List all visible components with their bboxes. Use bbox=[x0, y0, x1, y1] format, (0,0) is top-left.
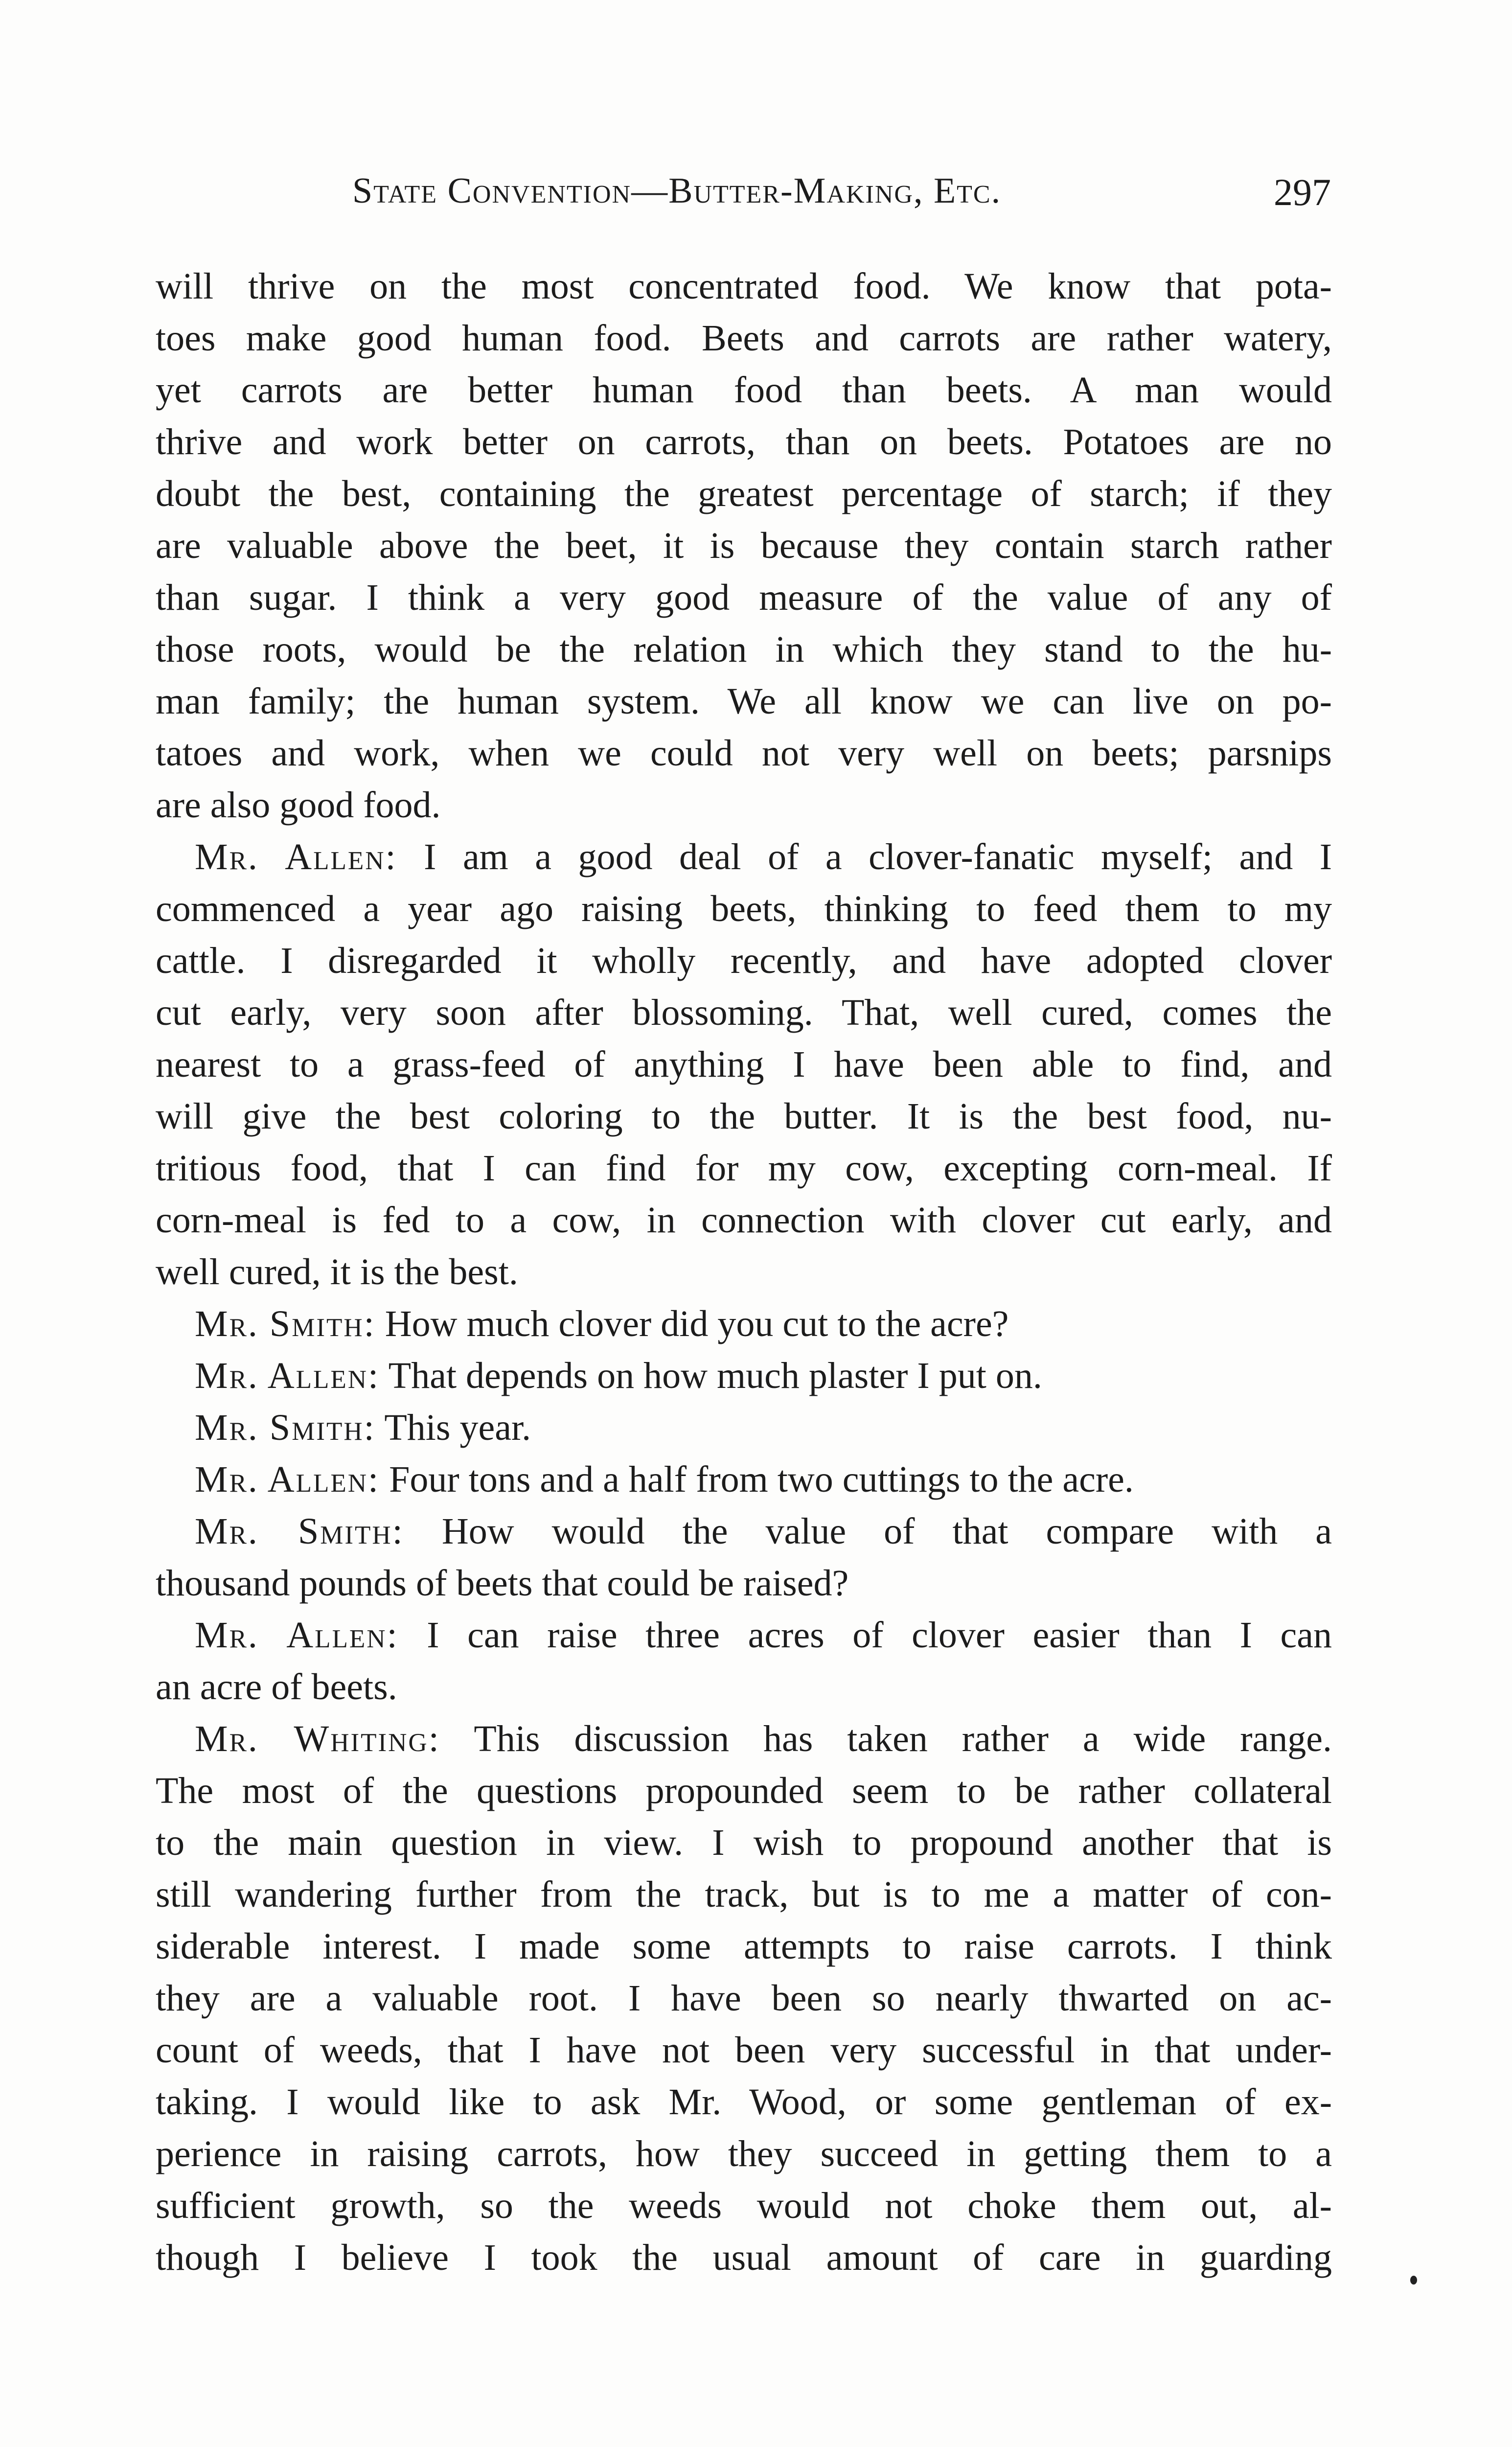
paragraph bbox=[156, 1454, 1332, 1505]
text-line: to the main question in view. I wish to propound another that is bbox=[156, 1822, 1332, 1863]
speaker-name: Mr. Allen: bbox=[195, 836, 397, 877]
text-line: are also good food. bbox=[156, 785, 441, 826]
speech-first-line bbox=[156, 1454, 1332, 1505]
speaker-name: Mr. Smith: bbox=[195, 1511, 404, 1552]
text-line: than sugar. I think a very good measure of the value of any of bbox=[156, 577, 1332, 618]
speaker-name: Mr. Smith: bbox=[195, 1407, 376, 1448]
text-line: thousand pounds of beets that could be raised? bbox=[156, 1563, 849, 1604]
ink-speck bbox=[1410, 2276, 1417, 2285]
paragraph bbox=[156, 1713, 1332, 2284]
paragraph bbox=[156, 1298, 1332, 1350]
speech-first-line bbox=[156, 1402, 1332, 1454]
text-line: those roots, would be the relation in which they stand to the hu- bbox=[156, 629, 1332, 670]
body-text bbox=[156, 260, 1332, 2284]
text-line: toes make good human food. Beets and carrots are rather watery, bbox=[156, 318, 1332, 359]
text-line: I can raise three acres of clover easier than I can bbox=[427, 1615, 1332, 1656]
text-line: This discussion has taken rather a wide range. bbox=[474, 1718, 1332, 1759]
text-line: count of weeds, that I have not been very successful in that under- bbox=[156, 2030, 1332, 2071]
speech-first-line bbox=[156, 1609, 1332, 1661]
speech-first-line bbox=[156, 1298, 1332, 1350]
text-line: thrive and work better on carrots, than on beets. Potatoes are no bbox=[156, 421, 1332, 462]
paragraph bbox=[156, 831, 1332, 1298]
text-line: man family; the human system. We all know we can live on po- bbox=[156, 681, 1332, 722]
speaker-name: Mr. Allen: bbox=[195, 1459, 380, 1500]
text-line: The most of the questions propounded seem to be rather collateral bbox=[156, 1770, 1332, 1811]
text-line: they are a valuable root. I have been so nearly thwarted on ac- bbox=[156, 1978, 1332, 2019]
text-line: I am a good deal of a clover-fanatic myself; and I bbox=[424, 836, 1332, 877]
text-line: sufficient growth, so the weeds would not choke them out, al- bbox=[156, 2185, 1332, 2226]
speech-first-line bbox=[156, 831, 1332, 883]
text-line: corn-meal is fed to a cow, in connection with clover cut early, and bbox=[156, 1200, 1332, 1241]
text-line: cut early, very soon after blossoming. That, well cured, comes the bbox=[156, 992, 1332, 1033]
speech-first-line bbox=[156, 1713, 1332, 1765]
text-line: well cured, it is the best. bbox=[156, 1251, 518, 1293]
text-line: though I believe I took the usual amount of care in guarding bbox=[156, 2237, 1332, 2278]
text-line: Four tons and a half from two cuttings to the acre. bbox=[389, 1459, 1134, 1500]
paragraph bbox=[156, 1609, 1332, 1713]
text-line: yet carrots are better human food than beets. A man would bbox=[156, 369, 1332, 411]
text-line: taking. I would like to ask Mr. Wood, or some gentleman of ex- bbox=[156, 2081, 1332, 2123]
paragraph bbox=[156, 1505, 1332, 1609]
text-line: will give the best coloring to the butter. It is the best food, nu- bbox=[156, 1096, 1332, 1137]
speaker-name: Mr. Whiting: bbox=[195, 1718, 440, 1759]
speech-first-line bbox=[156, 1350, 1332, 1402]
text-line: How much clover did you cut to the acre? bbox=[385, 1303, 1009, 1344]
text-line: doubt the best, containing the greatest percentage of starch; if they bbox=[156, 473, 1332, 514]
text-line: still wandering further from the track, but is to me a matter of con- bbox=[156, 1874, 1332, 1915]
running-title: State Convention—Butter-Making, Etc. bbox=[352, 171, 1002, 211]
text-line: This year. bbox=[384, 1407, 531, 1448]
speaker-name: Mr. Allen: bbox=[195, 1615, 399, 1656]
running-head bbox=[157, 170, 1331, 229]
text-line: commenced a year ago raising beets, thinking to feed them to my bbox=[156, 888, 1332, 929]
text-line: tritious food, that I can find for my cow, excepting corn-meal. If bbox=[156, 1148, 1332, 1189]
speech-first-line bbox=[156, 1505, 1332, 1557]
paragraph bbox=[156, 1350, 1332, 1402]
text-line: tatoes and work, when we could not very well on beets; parsnips bbox=[156, 733, 1332, 774]
paragraph bbox=[156, 1402, 1332, 1454]
paragraph bbox=[156, 260, 1332, 831]
text-line: siderable interest. I made some attempts to raise carrots. I think bbox=[156, 1926, 1332, 1967]
text-line: How would the value of that compare with a bbox=[441, 1511, 1332, 1552]
page-number: 297 bbox=[1274, 171, 1331, 213]
text-line: cattle. I disregarded it wholly recently, and have adopted clover bbox=[156, 940, 1332, 981]
text-line: are valuable above the beet, it is because they contain starch rather bbox=[156, 525, 1332, 566]
text-line: perience in raising carrots, how they succeed in getting them to a bbox=[156, 2133, 1332, 2174]
text-line: will thrive on the most concentrated food. We know that pota- bbox=[156, 266, 1332, 307]
speaker-name: Mr. Allen: bbox=[195, 1355, 380, 1396]
text-line: That depends on how much plaster I put on. bbox=[388, 1355, 1042, 1396]
speaker-name: Mr. Smith: bbox=[195, 1303, 376, 1344]
text-line: an acre of beets. bbox=[156, 1666, 397, 1708]
text-line: nearest to a grass-feed of anything I have been able to find, and bbox=[156, 1044, 1332, 1085]
